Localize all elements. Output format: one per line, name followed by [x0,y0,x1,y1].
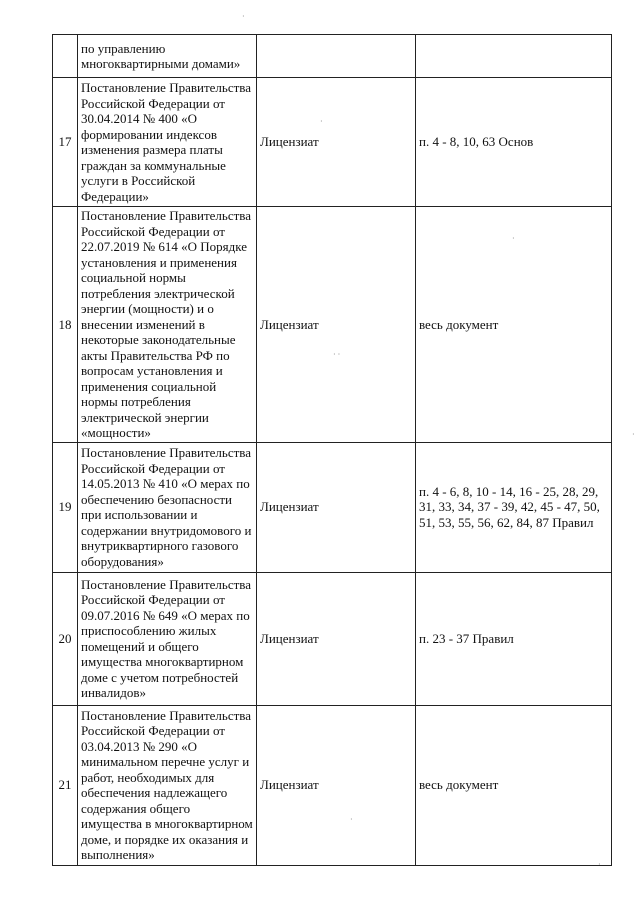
subject [257,35,416,78]
subject: Лицензиат [257,78,416,207]
legal-acts-table [52,34,612,866]
row-number: 20 [53,572,78,705]
row-number: 17 [53,78,78,207]
table-row [53,705,612,865]
scan-speck: · [632,430,635,439]
applicable-part: п. 23 - 37 Правил [416,572,612,705]
act-name: Постановление Правительства Российской Федерации от 03.04.2013 № 290 «О минимальном перечне услуг и работ, необходимых для обеспечения надлежащего содержания общего имущества в многоквартирном доме, и порядке их оказания и выполнения» [78,705,257,865]
act-name: по управлению многоквартирными домами» [78,35,257,78]
applicable-part: п. 4 - 8, 10, 63 Основ [416,78,612,207]
act-name: Постановление Правительства Российской Федерации от 09.07.2016 № 649 «О мерах по приспособлению жилых помещений и общего имущества многоквартирном доме с учетом потребностей инвалидов» [78,572,257,705]
table-row [53,35,612,78]
scan-speck: · [320,117,323,126]
table-row [53,572,612,705]
row-number: 18 [53,207,78,443]
applicable-part: п. 4 - 6, 8, 10 - 14, 16 - 25, 28, 29, 31, 33, 34, 37 - 39, 42, 45 - 47, 50, 51, 53, 55, 56, 62, 84, 87 Правил [416,442,612,572]
act-name: Постановление Правительства Российской Федерации от 22.07.2019 № 614 «О Порядке установления и применения социальной нормы потребления электрической энергии (мощности) и о внесении изменений в некоторые законодательные акты Правительства РФ по вопросам установления и применения социальной нормы потребления электрической энергии «мощности» [78,207,257,443]
scan-speck: · · [333,350,341,359]
table-row [53,78,612,207]
row-number [53,35,78,78]
applicable-part: весь документ [416,705,612,865]
subject: Лицензиат [257,572,416,705]
row-number: 19 [53,442,78,572]
act-name: Постановление Правительства Российской Федерации от 14.05.2013 № 410 «О мерах по обеспечению безопасности при использовании и содержании внутридомового и внутриквартирного газового оборудования» [78,442,257,572]
subject: Лицензиат [257,442,416,572]
subject: Лицензиат [257,207,416,443]
scan-speck: · [242,12,245,21]
row-number: 21 [53,705,78,865]
table-row [53,207,612,443]
scan-speck: · [598,860,601,869]
scan-speck: · [350,815,353,824]
subject: Лицензиат [257,705,416,865]
act-name: Постановление Правительства Российской Федерации от 30.04.2014 № 400 «О формировании индексов изменения размера платы граждан за коммунальные услуги в Российской Федерации» [78,78,257,207]
table-row [53,442,612,572]
applicable-part [416,35,612,78]
applicable-part: весь документ [416,207,612,443]
scan-speck: · [512,234,515,243]
